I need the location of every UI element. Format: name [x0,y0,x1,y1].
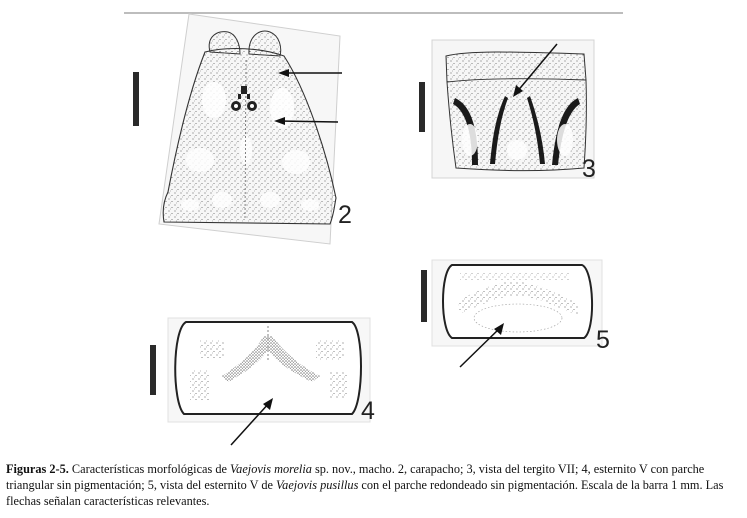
species-name: Vaejovis morelia [230,462,312,476]
sternite-v-pusillus-drawing [421,260,602,367]
figure-caption [6,461,742,509]
caption-label: Figuras 2-5. [6,462,69,476]
panel-number: 3 [582,155,596,183]
species-name: Vaejovis pusillus [276,478,359,492]
panel-number: 2 [338,201,352,229]
carapace-drawing [133,14,342,244]
caption-text: con el parche redondeado sin pigmentación. Escala de la barra 1 mm. Las flechas señalan características relevantes. [6,478,724,508]
panel-number: 4 [361,397,375,425]
caption-text: Características morfológicas de [68,462,231,476]
caption-text: sp. nov., macho. 2, carapacho; 3, vista del tergito VII; 4, esternito V con parche triangular sin pigmentación; 5, vista del esternito V de [6,462,705,492]
sternite-v-drawing [150,318,370,445]
tergite-drawing [419,40,594,178]
panel-number: 5 [596,326,610,354]
